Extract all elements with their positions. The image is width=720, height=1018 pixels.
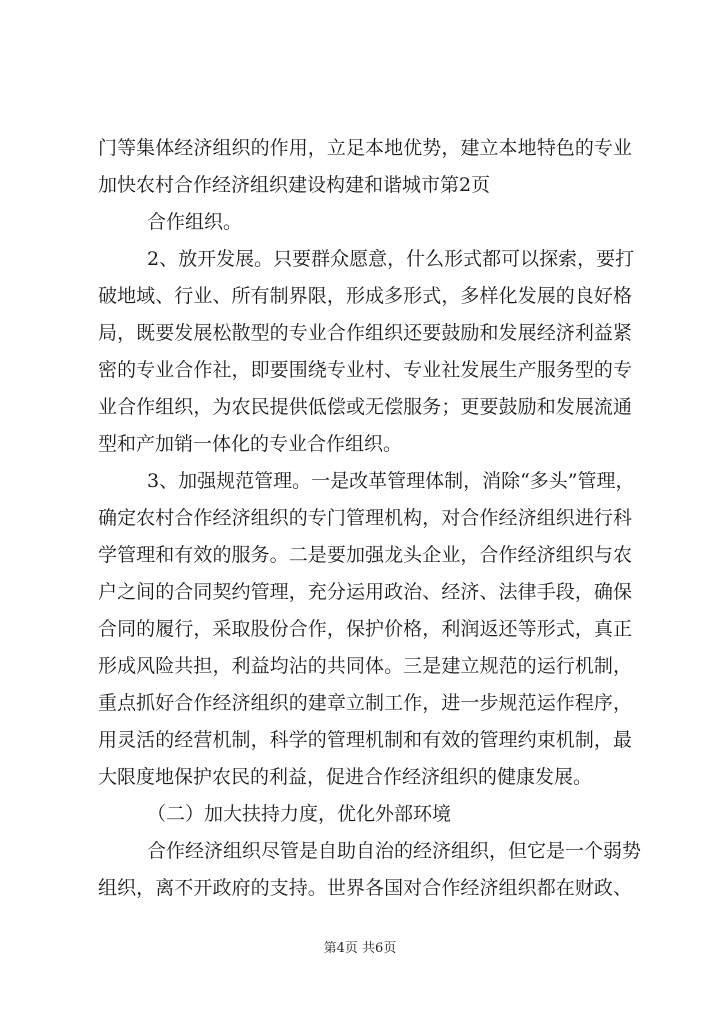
- text-line: 合同的履行，采取股份合作，保护价格，利润返还等形式，真正: [98, 618, 632, 640]
- text-line: 组织，离不开政府的支持。世界各国对合作经济组织都在财政、: [98, 877, 632, 899]
- text-line: 合作组织。: [147, 211, 243, 233]
- text-line: 重点抓好合作经济组织的建章立制工作，进一步规范运作程序，: [98, 692, 632, 714]
- page-footer: 第4页 共6页: [323, 941, 397, 956]
- text-line: （二）加大扶持力度，优化外部环境: [147, 803, 452, 825]
- text-line: 3、加强规范管理。一是改革管理体制，消除“多头”管理，: [147, 470, 635, 492]
- text-line: 局，既要发展松散型的专业合作组织还要鼓励和发展经济利益紧: [98, 322, 632, 344]
- text-line: 学管理和有效的服务。二是要加强龙头企业，合作经济组织与农: [98, 544, 632, 566]
- text-line: 户之间的合同契约管理，充分运用政治、经济、法律手段，确保: [98, 581, 632, 603]
- text-line: 破地域、行业、所有制界限，形成多形式，多样化发展的良好格: [98, 285, 632, 307]
- text-line: 大限度地保护农民的利益，促进合作经济组织的健康发展。: [98, 766, 593, 788]
- text-line: 2、放开发展。只要群众愿意，什么形式都可以探索，要打: [147, 248, 635, 270]
- text-line: 加快农村合作经济组织建设构建和谐城市第2页: [98, 174, 491, 196]
- text-line: 密的专业合作社，即要围绕专业村、专业社发展生产服务型的专: [98, 359, 632, 381]
- text-line: 门等集体经济组织的作用，立足本地优势，建立本地特色的专业: [98, 137, 632, 159]
- document-body: [98, 134, 642, 911]
- text-line: 形成风险共担，利益均沾的共同体。三是建立规范的运行机制，: [98, 655, 632, 677]
- text-line: 合作经济组织尽管是自助自治的经济组织，但它是一个弱势: [147, 840, 642, 862]
- text-line: 确定农村合作经济组织的专门管理机构，对合作经济组织进行科: [98, 507, 632, 529]
- text-line: 业合作组织，为农民提供低偿或无偿服务；更要鼓励和发展流通: [98, 396, 632, 418]
- text-line: 型和产加销一体化的专业合作组织。: [98, 433, 403, 455]
- text-line: 用灵活的经营机制，科学的管理机制和有效的管理约束机制，最: [98, 729, 632, 751]
